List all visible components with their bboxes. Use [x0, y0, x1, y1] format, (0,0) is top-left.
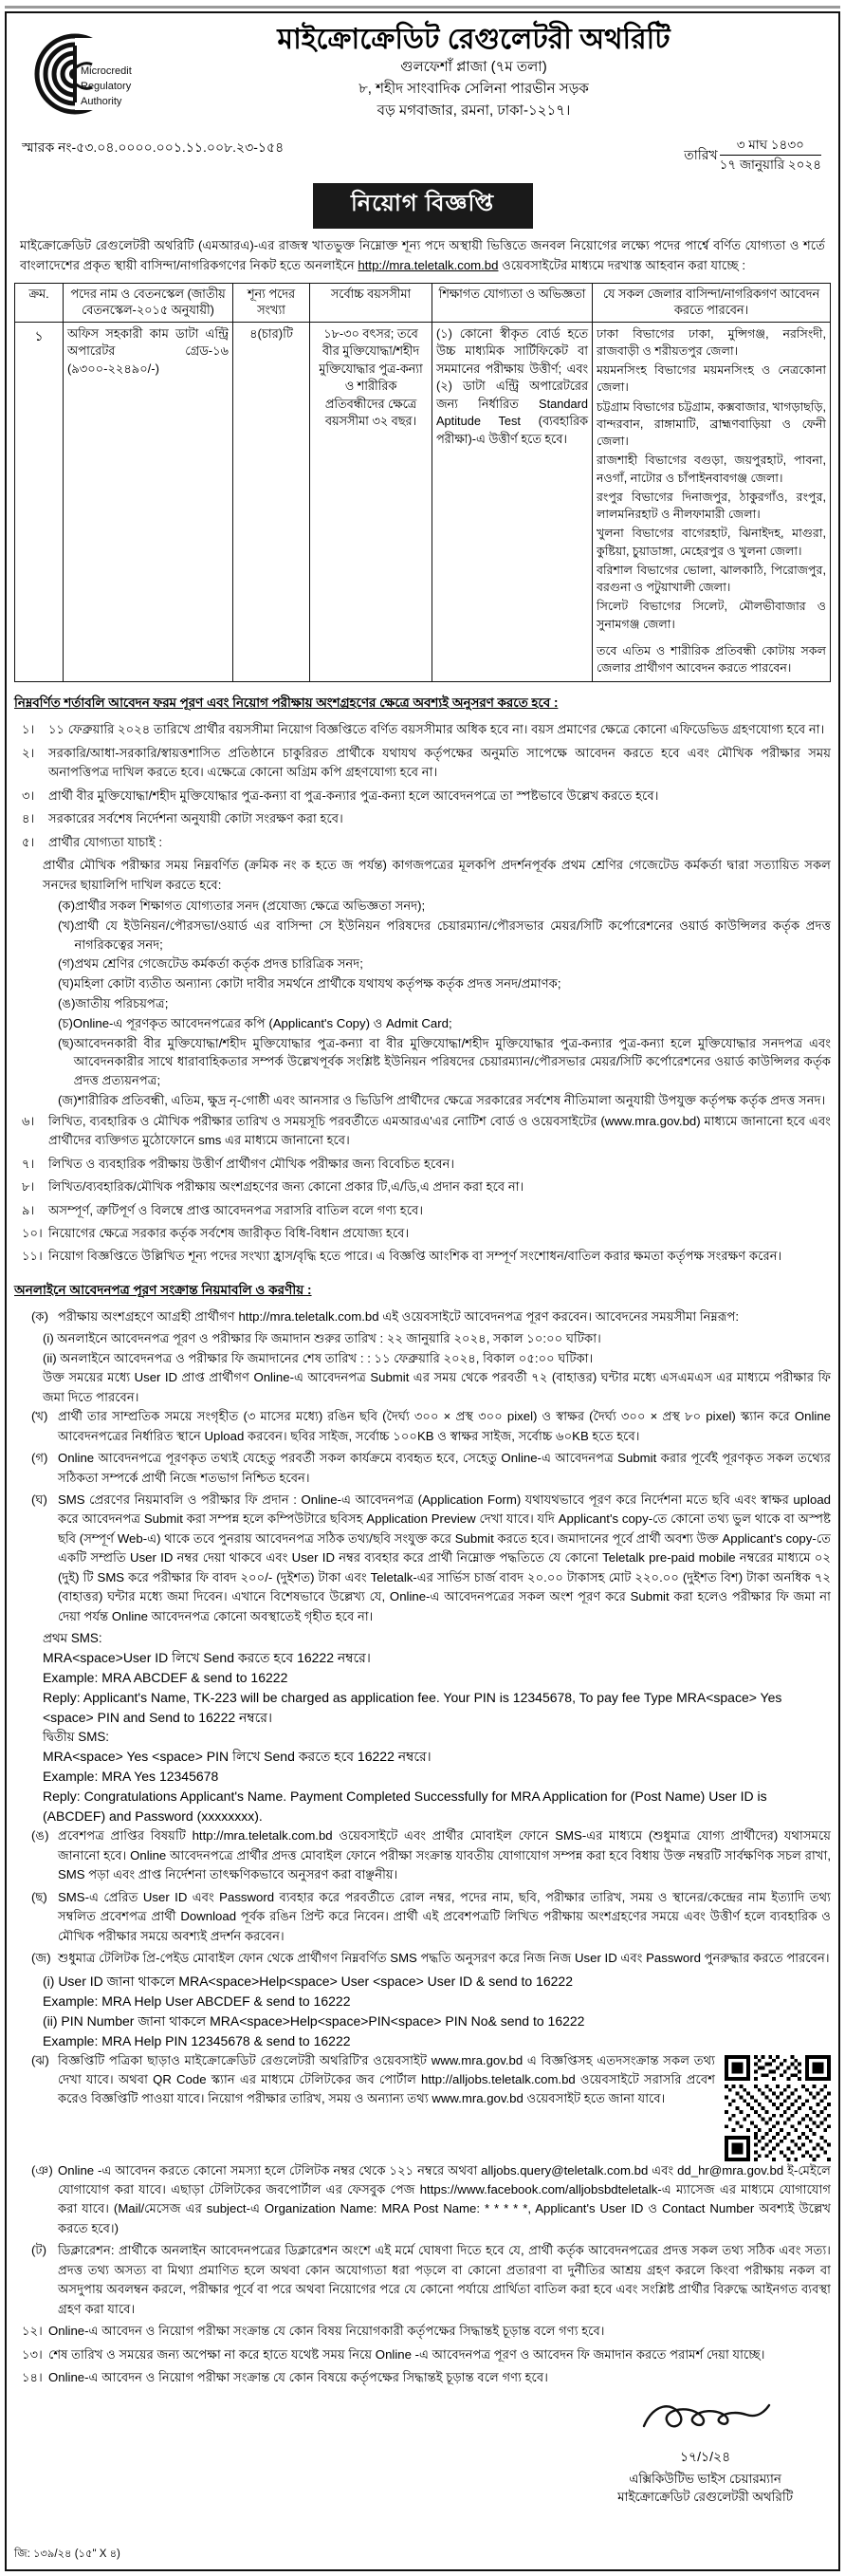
condition-number: ১১।: [22, 1249, 43, 1264]
sms-second-label: দ্বিতীয় SMS:: [43, 1730, 110, 1745]
condition-text: নিয়োগের ক্ষেত্রে সরকার কর্তৃক সর্বশেষ জারীকৃত বিধি-বিধান প্রযোজ্য হবে।: [48, 1226, 410, 1240]
sublist-label: (গ): [58, 956, 75, 972]
teletalk-url-link[interactable]: http://mra.teletalk.com.bd: [238, 1308, 379, 1324]
condition-number: ১২।: [22, 2324, 43, 2339]
conditions-heading: নিম্নবর্ণিত শর্তাবলি আবেদন ফরম পূরণ এবং নিয়োগ পরীক্ষায় অংশগ্রহণের ক্ষেত্রে অবশ্যই অনুসরণ করতে হবে :: [14, 695, 559, 711]
page-title: নিয়োগ বিজ্ঞপ্তি: [313, 183, 533, 229]
address-line-3: বড় মগবাজার, রমনা, ঢাকা-১২১৭।: [377, 102, 571, 119]
condition-item: [14, 833, 831, 852]
sublist-item: [14, 1014, 831, 1033]
application-fee-window-note: উক্ত সময়ের মধ্যে User ID প্রাপ্ত প্রার্থীগণ Online-এ আবেদনপত্র Submit এর সময় থেকে পরবর্তী ৭২ (বাহাত্তর) ঘন্টার মধ্যে এসএমএস এর মাধ্যমে পরীক্ষার ফি জমা দিতে পারবেন।: [43, 1370, 831, 1404]
mra-website-link[interactable]: (www.mra.gov.bd): [600, 1113, 701, 1128]
condition-item: [14, 720, 831, 739]
mra-logo-icon: [31, 32, 145, 123]
condition-text: Online-এ আবেদন ও নিয়োগ পরীক্ষা সংক্রান্ত যে কোন বিষয় নিয়োগকারী কর্তৃপক্ষের সিদ্ধান্তই চূড়ান্ত বলে গণ্য হবে।: [48, 2324, 605, 2339]
sublist-label: (ক): [58, 898, 76, 913]
top-rule: [5, 6, 840, 9]
cell-serial: ১: [15, 322, 64, 682]
sms-second-example: Example: MRA Yes 12345678: [43, 1769, 219, 1785]
district-line: সিলেট বিভাগের সিলেট, মৌলভীবাজার ও সুনামগঞ্জ জেলা।: [597, 600, 826, 631]
online-label: (ছ): [31, 1889, 47, 1904]
online-item-ja: [14, 1949, 831, 1968]
online-item-ka: [14, 1307, 831, 1326]
sublist-text: Online-এ পূরণকৃত আবেদনপত্রের কপি (Applicant's Copy) ও Admit Card;: [72, 1015, 452, 1030]
date-english: ১৭ জানুয়ারি ২০২৪: [719, 158, 821, 173]
intro-paragraph: [14, 234, 831, 275]
admit-text-before: প্রবেশপত্র প্রাপ্তির বিষয়টি: [58, 1828, 186, 1844]
condition-item: [14, 1201, 831, 1220]
signature-block: [14, 2394, 831, 2507]
condition-item: [14, 2345, 831, 2364]
sublist-item: [14, 897, 831, 916]
online-item-ga: [14, 1449, 831, 1488]
sublist-label: (ছ): [58, 1035, 74, 1050]
sublist-label: (জ): [58, 1092, 78, 1107]
recover-userid-example: Example: MRA Help User ABCDEF & send to 16222: [43, 1992, 351, 2009]
support-contact-note: Online -এ আবেদন করতে কোনো সমস্যা হলে টেলিটক নম্বর থেকে ১২১ নম্বরে অথবা alljobs.query@teletalk.com.bd এবং dd_hr@mra.gov.bd ই-মেইলে যোগাযোগ করা যাবে। এছাড়া টেলিটকের জবপোর্টাল এর ফেসবুক পেজ https://www.facebook.com/alljobsbdteletalk-এ ম্যাসেজ এর মাধ্যমে যোগাযোগ করা যাবে। (Mail/মেসেজ এর subject-এ Organization Name: MRA Post Name: * * * * *, Applicant's User ID ও Contact Number অবশ্যই উল্লেখ করতে হবে।): [58, 2162, 831, 2235]
online-item-jha: [14, 2051, 715, 2109]
sublist-text: প্রার্থীর সকল শিক্ষাগত যোগ্যতার সনদ (প্রযোজ্য ক্ষেত্রে অভিজ্ঞতা সনদ);: [75, 898, 426, 913]
condition-text: সরকারি/আধা-সরকারি/স্বায়ত্তশাসিত প্রতিষ্ঠানে চাকুরিরত প্রার্থীকে যথাযথ কর্তৃপক্ষের অনুমতি সাপেক্ষে আবেদন করতে হবে এবং মৌখিক পরীক্ষার সময় অনাপত্তিপত্র দাখিল করতে হবে। এক্ষেত্রে কোনো অগ্রিম কপি গ্রহণযোগ্য হবে না।: [48, 745, 831, 780]
district-line: রংপুর বিভাগের দিনাজপুর, ঠাকুরগাঁও, রংপুর, লালমনিরহাট ও নীলফামারী জেলা।: [597, 490, 826, 522]
signature-icon: [617, 2394, 793, 2453]
online-label: (খ): [31, 1409, 48, 1424]
district-line: খুলনা বিভাগের বাগেরহাট, ঝিনাইদহ, মাগুরা, কুষ্টিয়া, চুয়াডাঙ্গা, মেহেরপুর ও খুলনা জেলা।: [597, 527, 826, 558]
cell-age-limit: ১৮-৩০ বৎসর; তবে বীর মুক্তিযোদ্ধা/শহীদ মুক্তিযোদ্ধার পুত্র-কন্যা ও শারীরিক প্রতিবন্ধীদের ক্ষেত্রে বয়সসীমা ৩২ বছর।: [310, 322, 432, 682]
col-header-serial: ক্রম.: [15, 284, 64, 322]
condition-text: নিয়োগ বিজ্ঞপ্তিতে উল্লিখিত শূন্য পদের সংখ্যা হ্রাস/বৃদ্ধি হতে পারে। এ বিজ্ঞপ্তি আংশিক বা সম্পূর্ণ সংশোধন/বাতিল করার ক্ষমতা কর্তৃপক্ষ সংরক্ষণ করেন।: [48, 1249, 782, 1264]
condition-text: প্রার্থী বীর মুক্তিযোদ্ধা/শহীদ মুক্তিযোদ্ধার পুত্র-কন্যা বা পুত্র-কন্যার পুত্র-কন্যা হলে আবেদনপত্রে তা স্পষ্টভাবে উল্লেখ করতে হবে।: [48, 788, 659, 803]
condition-item: [14, 809, 831, 828]
qr-website-note: বিজ্ঞপ্তিটি পত্রিকা ছাড়াও মাইক্রোক্রেডিট রেগুলেটরী অথরিটি'র ওয়েবসাইট www.mra.gov.bd এ বিজ্ঞপ্তিসহ এতদসংক্রান্ত সকল তথ্য দেখা যাবে। অথবা QR Code স্ক্যান এর মাধ্যমে টেলিটকের জব পোর্টাল http://alljobs.teletalk.com.bd ওয়েবসাইটে সরাসরি প্রবেশ করেও বিজ্ঞপ্তিটি পাওয়া যাবে। নিয়োগ পরীক্ষার তারিখ, সময় ও অন্যান্য তথ্য www.mra.gov.bd ওয়েবসাইট হতে জানা যাবে।: [58, 2052, 715, 2106]
col-header-post: পদের নাম ও বেতনস্কেল (জাতীয় বেতনস্কেল-২০১৫ অনুযায়ী): [64, 284, 233, 322]
online-text-before: পরীক্ষায় অংশগ্রহণে আগ্রহী প্রার্থীগণ: [58, 1308, 235, 1324]
condition-number: ১।: [22, 722, 35, 737]
condition-item: [14, 1177, 831, 1196]
footer-publication-code: জি: ১৩৯/২৪ (১৫" X ৪): [14, 2548, 120, 2560]
online-label: (ঞ): [31, 2162, 53, 2178]
condition-item: [14, 1247, 831, 1266]
cell-education: (১) কোনো স্বীকৃত বোর্ড হতে উচ্চ মাধ্যমিক সার্টিফিকেট বা সমমানের পরীক্ষায় উত্তীর্ণ; এবং (২) ডাটা এন্ট্রি অপারেটরের জন্য নির্ধারিত Standard Aptitude Test (ব্যবহারিক পরীক্ষা)-এ উত্তীর্ণ হতে হবে।: [432, 322, 593, 682]
document-sublist: [14, 897, 831, 1110]
condition-number: ৬।: [22, 1113, 35, 1128]
sublist-text: প্রথম শ্রেণির গেজেটেড কর্মকর্তা কর্তৃক প্রদত্ত চারিত্রিক সনদ;: [74, 956, 363, 972]
sublist-text: মহিলা কোটা ব্যতীত অন্যান্য কোটা দাবীর সমর্থনে প্রার্থীকে যথাযথ কর্তৃপক্ষ কর্তৃক প্রদত্ত সনদ/প্রমাণক;: [73, 976, 561, 991]
job-table: [14, 283, 831, 682]
district-line: রাজশাহী বিভাগের বগুড়া, জয়পুরহাট, পাবনা, নওগাঁ, নাটোর ও চাঁপাইনবাবগঞ্জ জেলা।: [597, 454, 826, 485]
admit-card-note: [58, 1826, 831, 1884]
online-rules-list-3: [14, 1826, 831, 1968]
condition-text: অসম্পূর্ণ, ত্রুটিপূর্ণ ও বিলম্বে প্রাপ্ত আবেদনপত্র সরাসরি বাতিল বলে গণ্য হবে।: [48, 1202, 424, 1217]
online-item-kha: [14, 1407, 831, 1446]
condition-item: [14, 1224, 831, 1243]
document-header: [14, 19, 831, 123]
sublist-text: আবেদনকারী বীর মুক্তিযোদ্ধা/শহীদ মুক্তিযোদ্ধার পুত্র-কন্যা বা বীর মুক্তিযোদ্ধা/শহীদ মুক্তিযোদ্ধার পুত্র-কন্যার পুত্র-কন্যা হলে মুক্তিযোদ্ধার সনদপত্র এবং আবেদনকারীর সাথে ধারাবাহিকতার সম্পর্ক উল্লেখপূর্বক সংশ্লিষ্ট ইউনিয়ন পরিষদের চেয়ারম্যান/পৌরসভার মেয়র/সিটি কর্পোরেশনের ওয়ার্ড কাউন্সিলর কর্তৃক প্রদত্ত প্রত্যয়নপত্র;: [73, 1035, 831, 1088]
online-text-after: এই ওয়েবসাইটে আবেদনপত্র পূরণ করবেন। আবেদনের সময়সীমা নিম্নরূপ:: [382, 1308, 740, 1324]
online-label: (ঘ): [31, 1492, 47, 1507]
condition-number: ৭।: [22, 1156, 35, 1171]
online-rules-list-2: [14, 1407, 831, 1626]
table-header-row: [15, 284, 831, 322]
condition-text-after: মাধ্যমে জানানো হবে এবং প্রার্থীদের ব্যক্তিগত মুঠোফোনে sms এর মাধ্যমে জানানো হবে।: [48, 1113, 831, 1148]
application-start-date: (i) অনলাইনে আবেদনপত্র পূরণ ও পরীক্ষার ফি জমাদান শুরুর তারিখ : ২২ জানুয়ারি ২০২৪, সকাল ১০:০০ ঘটিকা।: [43, 1331, 601, 1346]
condition-number: ৩।: [22, 788, 35, 803]
conditions-list: [14, 720, 831, 852]
sublist-item: [14, 917, 831, 954]
condition-item: [14, 1155, 831, 1174]
district-line: ময়মনসিংহ বিভাগের ময়মনসিংহ ও নেত্রকোনা জেলা।: [597, 363, 826, 395]
sms-second-format: MRA<space> Yes <space> PIN লিখে Send করতে হবে 16222 নম্বরে।: [43, 1749, 432, 1765]
condition-number: ১৪।: [22, 2370, 43, 2385]
date-block: [684, 137, 821, 174]
application-end-date: (ii) অনলাইনে আবেদনপত্র ও পরীক্ষার ফি জমাদানের শেষ তারিখ : : ১১ ফেব্রুয়ারি ২০২৪, বিকাল ০৫:০০ ঘটিকা।: [43, 1350, 594, 1365]
online-item-yan: [14, 2161, 831, 2239]
sublist-text: শারীরিক প্রতিবন্ধী, এতিম, ক্ষুদ্র নৃ-গোষ্ঠী এবং আনসার ও ভিডিপি প্রার্থীদের ক্ষেত্রে সরকারের সর্বশেষ নীতিমালা অনুযায়ী উপযুক্ত কর্তৃপক্ষ কর্তৃক প্রদত্ত সনদ।: [77, 1092, 826, 1107]
sms-first-reply: Reply: Applicant's Name, TK-223 will be charged as application fee. Your PIN is 12345678, To pay fee Type MRA<space> Yes <space> PIN and Send to 16222 নম্বরে।: [43, 1690, 782, 1726]
declaration-note: ডিক্লারেশন: প্রার্থীকে অনলাইন আবেদনপত্রের ডিক্লারেশন অংশে এই মর্মে ঘোষণা দিতে হবে যে, প্রার্থী কর্তৃক আবেদনপত্রের প্রদত্ত সকল তথ্য সঠিক এবং সত্য। প্রদত্ত তথ্য অসত্য বা মিথ্যা প্রমাণিত হলে অথবা কোন অযোগ্যতা ধরা পড়লে বা কোনো প্রতারণা বা দুর্নীতির আশ্রয় গ্রহণ করলে কিংবা পরীক্ষায় নকল বা অসদুপায় অবলম্বন করলে, পরীক্ষার পূর্বে বা পরে অথবা নিয়োগের পরে যে কোনো পর্যায়ে প্রার্থিতা বাতিল করা হবে এবং সংশ্লিষ্ট প্রার্থীর বিরুদ্ধে আইনগত ব্যবস্থা গ্রহণ করা যাবে।: [58, 2243, 831, 2316]
signature-date: ১৭/১/২৪: [679, 2448, 731, 2464]
online-label: (গ): [31, 1451, 48, 1466]
table-row: [15, 322, 831, 682]
condition-text: শেষ তারিখ ও সময়ের জন্য অপেক্ষা না করে হাতে যথেষ্ট সময় নিয়ে Online -এ আবেদনপত্র পূরণ ও আবেদন ফি জমাদান করতে পরামর্শ দেয়া যাচ্ছে।: [48, 2346, 765, 2362]
online-section-heading: অনলাইনে আবেদনপত্র পূরণ সংক্রান্ত নিয়মাবলি ও করণীয় :: [14, 1282, 312, 1297]
qr-text-block: [14, 2051, 715, 2112]
condition-text: সরকারের সর্বশেষ নির্দেশনা অনুযায়ী কোটা সংরক্ষণ করা হবে।: [48, 811, 343, 826]
online-label: (ঙ): [31, 1828, 49, 1844]
verification-note: প্রার্থীর মৌখিক পরীক্ষার সময় নিম্নবর্ণিত (ক্রমিক নং ক হতে জ পর্যন্ত) কাগজপত্রের মূলকপি প্রদর্শনপূর্বক প্রথম শ্রেণির গেজেটেড কর্মকর্তা দ্বারা সত্যায়িত সকল সনদের ছায়ালিপি দাখিল করতে হবে:: [43, 858, 831, 892]
recover-pin-example: Example: MRA Help PIN 12345678 & send to 16222: [43, 2032, 351, 2048]
online-item-cha: [14, 1888, 831, 1946]
online-label: (ক): [31, 1308, 49, 1324]
sms-second-reply: Reply: Congratulations Applicant's Name. Payment Completed Successfully for MRA Application for (Post Name) User ID is (ABCDEF) and Password (xxxxxxxx).: [43, 1788, 767, 1825]
condition-number: ১০।: [22, 1226, 43, 1240]
district-line: বরিশাল বিভাগের ভোলা, ঝালকাঠি, পিরোজপুর, বরগুনা ও পটুয়াখালী জেলা।: [597, 563, 826, 595]
online-rules-list-4: [14, 2051, 715, 2109]
sublist-item: [14, 994, 831, 1013]
online-item-ta: [14, 2241, 831, 2319]
col-header-vacancy: শূন্য পদের সংখ্যা: [233, 284, 310, 322]
sms-first-example: Example: MRA ABCDEF & send to 16222: [43, 1670, 288, 1686]
address-line-1: গুলফেশাঁ প্লাজা (৭ম তলা): [400, 59, 547, 76]
form-accuracy-note: Online আবেদনপত্রে পূরণকৃত তথ্যই যেহেতু পরবর্তী সকল কার্যক্রমে ব্যবহৃত হবে, সেহেতু Online-এ আবেদনপত্র Submit করার পূর্বেই পূরণকৃত সকল তথ্যের সঠিকতা সম্পর্কে প্রার্থী নিজে শতভাগ নিশ্চিত হবেন।: [58, 1451, 831, 1485]
cell-post-name: অফিস সহকারী কাম ডাটা এন্ট্রি অপারেটর গ্রেড-১৬ (৯৩০০-২২৪৯০/-): [64, 322, 233, 682]
qr-section: [14, 2051, 831, 2161]
district-line: চট্টগ্রাম বিভাগের চট্টগ্রাম, কক্সবাজার, খাগড়াছড়ি, বান্দরবান, রাঙ্গামাটি, ব্রাহ্মণবাড়িয়া ও ফেনী জেলা।: [597, 399, 826, 449]
final-conditions-list: [14, 2322, 831, 2387]
online-label: (ট): [31, 2243, 46, 2258]
sublist-item: [14, 974, 831, 993]
online-item-uma: [14, 1826, 831, 1884]
condition-item: [14, 787, 831, 806]
sublist-text: প্রার্থী যে ইউনিয়ন/পৌরসভা/ওয়ার্ড এর বাসিন্দা সে ইউনিয়ন পরিষদের চেয়ারম্যান/পৌরসভার মেয়র/সিটি কর্পোরেশনের ওয়ার্ড কাউন্সিলর কর্তৃক প্রদত্ত নাগরিকত্বের সনদ;: [74, 917, 831, 952]
condition-text: লিখিত/ব্যবহারিক/মৌখিক পরীক্ষায় অংশগ্রহণের জন্য কোনো প্রকার টি,এ/ডি,এ প্রদান করা হবে না।: [48, 1179, 524, 1195]
header-text-block: [174, 23, 831, 121]
col-header-education: শিক্ষাগত যোগ্যতা ও অভিজ্ঞতা: [432, 284, 593, 322]
condition-text: লিখিত ও ব্যবহারিক পরীক্ষায় উত্তীর্ণ প্রার্থীগণ মৌখিক পরীক্ষার জন্য বিবেচিত হবেন।: [48, 1156, 455, 1171]
condition-number: ৪।: [22, 811, 35, 826]
col-header-districts: যে সকল জেলার বাসিন্দা/নাগরিকগণ আবেদন করতে পারবেন।: [593, 284, 831, 322]
signatory-designation: এক্সিকিউটিভ ভাইস চেয়ারম্যান: [629, 2471, 781, 2486]
intro-text-1: মাইক্রোক্রেডিট রেগুলেটরী অথরিটি (এমআরএ)-এর রাজস্ব খাতভুক্ত নিম্নোক্ত শূন্য পদে অস্থায়ী ভিত্তিতে জনবল নিয়োগের লক্ষ্যে পদের পার্শ্বে বর্ণিত যোগ্যতা ও শর্তে বাংলাদেশের প্রকৃত স্থায়ী বাসিন্দা/নাগরিকগণের নিকট হতে অনলাইনে: [20, 238, 825, 272]
teletalk-url-link-2[interactable]: http://mra.teletalk.com.bd: [192, 1828, 333, 1844]
svg-text:Regulatory: Regulatory: [81, 81, 132, 92]
condition-text: [48, 1112, 831, 1151]
condition-number: ২।: [22, 745, 35, 760]
recover-pin-format: (ii) PIN Number জানা থাকলে MRA<space>Help<space>PIN<space> PIN No& send to 16222: [43, 2012, 585, 2029]
condition-item: [14, 2322, 831, 2341]
condition-number: ৯।: [22, 1202, 35, 1217]
conditions-list-continued: [14, 1112, 831, 1267]
district-line: ঢাকা বিভাগের ঢাকা, মুন্সিগঞ্জ, নরসিংদী, রাজবাড়ী ও শরীয়তপুর জেলা।: [597, 326, 826, 358]
sublist-item: [14, 1034, 831, 1090]
password-recovery-note: শুধুমাত্র টেলিটক প্রি-পেইড মোবাইল ফোন থেকে প্রার্থীগণ নিম্নবর্ণিত SMS পদ্ধতি অনুসরণ করে নিজ নিজ User ID এবং Password পুনরুদ্ধার করতে পারবেন।: [58, 1951, 830, 1966]
online-rules-list: [14, 1307, 831, 1326]
cell-vacancy-count: ৪(চার)টি: [233, 322, 310, 682]
condition-number: ৫।: [22, 834, 35, 849]
condition-item: [14, 744, 831, 783]
memo-number: স্মারক নং-৫৩.০৪.০০০০.০০১.১১.০০৮.২৩-১৫৪: [22, 139, 285, 155]
online-rules-list-5: [14, 2161, 831, 2320]
date-label: তারিখ: [684, 146, 718, 162]
address-line-2: ৮, শহীদ সাংবাদিক সেলিনা পারভীন সড়ক: [358, 81, 589, 98]
online-label: (জ): [31, 1951, 51, 1966]
condition-text: প্রার্থীর যোগ্যতা যাচাই :: [48, 834, 163, 849]
condition-text: Online-এ আবেদন ও নিয়োগ পরীক্ষা সংক্রান্ত যে কোন বিষয়ে কর্তৃপক্ষের সিদ্ধান্তই চূড়ান্ত বলে গণ্য হবে।: [48, 2370, 548, 2385]
sublist-label: (ঘ): [58, 976, 74, 991]
date-bangla: ৩ মাঘ ১৪৩০: [720, 137, 821, 156]
signatory-organization: মাইক্রোক্রেডিট রেগুলেটরী অথরিটি: [617, 2490, 793, 2505]
condition-text-before: লিখিত, ব্যবহারিক ও মৌখিক পরীক্ষার তারিখ ও সময়সূচি পরবর্তীতে এমআরএ'এর নোটিশ বোর্ড ও ওয়েবসাইটের: [48, 1113, 597, 1128]
sublist-item: [14, 1091, 831, 1110]
col-header-age: সর্বোচ্চ বয়সসীমা: [310, 284, 432, 322]
qr-code-icon[interactable]: [725, 2055, 831, 2161]
intro-text-2: ওয়েবসাইটের মাধ্যমে দরখাস্ত আহবান করা যাচ্ছে :: [502, 257, 746, 272]
memo-row: [14, 137, 831, 174]
page-frame: [5, 11, 840, 2571]
logo-container: [14, 23, 174, 123]
sublist-label: (খ): [58, 917, 75, 933]
online-label: (ঝ): [31, 2052, 49, 2067]
sms-fee-payment-note: SMS প্রেরণের নিয়মাবলি ও পরীক্ষার ফি প্রদান : Online-এ আবেদনপত্র (Application Form) যথাযথভাবে পূরণ করে নির্দেশনা মতে ছবি এবং স্বাক্ষর upload করে আবেদনপত্র Submit করা সম্পন্ন হলে কম্পিউটারে ছবিসহ Application Preview দেখা যাবে। যদি Applicant's copy-তে কোনো তথ্য ভুল থাকে বা অস্পষ্ট ছবি (সম্পূর্ণ Web-এ) থাকে তবে পুনরায় আবেদনপত্র সঠিক তথ্য/ছবি সংযুক্ত করে Submit করতে হবে। জমাদানের পূর্বে প্রার্থী অবশ্য উক্ত Applicant's copy-তে একটি সম্প্রতি User ID নম্বর দেয়া থাকবে এবং User ID নম্বর ব্যবহার করে প্রার্থী নিম্নোক্ত পদ্ধতিতে যে কোনো Teletalk pre-paid mobile নম্বরের মাধ্যমে ০২ (দুই) টি SMS করে পরীক্ষার ফি বাবদ ২০০/- (দুইশত) টাকা এবং Teletalk-এর সার্ভিস চার্জ বাবদ ২০.০০ টাকাসহ মোট ২২০.০০ (দুইশত বিশ) টাকা অনধিক ৭২ (বাহাত্তর) ঘন্টার মধ্যে জমা দিবেন। এখানে বিশেষভাবে উল্লেখ্য যে, Online-এ আবেদনপত্রের সকল অংশ পূরণ করে Submit করা হলেও পরীক্ষার ফি জমা না দেয়া পর্যন্ত Online আবেদনপত্র কোনো অবস্থাতেই গৃহীত হবে না।: [58, 1492, 831, 1623]
online-item-gha: [14, 1491, 831, 1626]
cell-districts: [593, 322, 831, 682]
condition-number: ৮।: [22, 1179, 35, 1195]
application-url-link[interactable]: http://mra.teletalk.com.bd: [358, 257, 499, 272]
sublist-item: [14, 954, 831, 973]
svg-text:Authority: Authority: [81, 96, 122, 107]
condition-number: ১৩।: [22, 2346, 43, 2362]
organization-name: মাইক্রোক্রেডিট রেগুলেটরী অথরিটি: [277, 24, 670, 55]
admit-text-after: ওয়েবসাইটে এবং প্রার্থীর মোবাইল ফোনে SMS-এর মাধ্যমে (শুধুমাত্র যোগ্য প্রার্থীদের) যথাসময়ে জানানো হবে। Online আবেদনপত্রে প্রার্থীর প্রদত্ত মোবাইল ফোনে পরীক্ষা সংক্রান্ত যাবতীয় যোগাযোগ সম্পন্ন করা হবে বিধায় উক্ত নম্বরটি সার্বক্ষণিক সচল রাখা, SMS পড়া এবং প্রাপ্ত নির্দেশনা তাৎক্ষণিকভাবে অনুসরণ করা বাঞ্ছনীয়।: [58, 1828, 831, 1882]
online-text: [58, 1307, 831, 1326]
sms-first-label: প্রথম SMS:: [43, 1631, 102, 1646]
sms-first-format: MRA<space>User ID লিখে Send করতে হবে 16222 নম্বরে।: [43, 1650, 371, 1666]
sublist-text: জাতীয় পরিচয়পত্র;: [75, 995, 169, 1010]
admit-download-note: SMS-এ প্রেরিত User ID এবং Password ব্যবহার করে পরবর্তীতে রোল নম্বর, পদের নাম, ছবি, পরীক্ষার তারিখ, সময় ও স্থানের/কেন্দ্রের নাম ইত্যাদি তথ্য সম্বলিত প্রবেশপত্র প্রার্থী Download পূর্বক রঙিন প্রিন্ট করে নিবেন। প্রার্থী এই প্রবেশপত্রটি লিখিত পরীক্ষায় অংশগ্রহণের সময়ে এবং উত্তীর্ণ হলে ব্যবহারিক ও মৌখিক পরীক্ষার সময়ে অবশ্যই প্রদর্শন করবেন।: [58, 1889, 831, 1943]
condition-item: [14, 1112, 831, 1151]
condition-item: [14, 2368, 831, 2387]
sublist-label: (ঙ): [58, 995, 76, 1010]
recover-userid-format: (i) User ID জানা থাকলে MRA<space>Help<space> User <space> User ID & send to 16222: [43, 1973, 573, 1989]
districts-quota-note: তবে এতিম ও শারীরিক প্রতিবন্ধী কোটায় সকল জেলার প্রার্থীগণ আবেদন করতে পারবেন।: [597, 643, 826, 676]
sublist-label: (চ): [58, 1015, 73, 1030]
condition-text: ১১ ফেব্রুয়ারি ২০২৪ তারিখে প্রার্থীর বয়সসীমা নিয়োগ বিজ্ঞপ্তিতে বর্ণিত বয়সসীমার অধিক হবে না। বয়স প্রমাণের ক্ষেত্রে কোনো এফিডেভিড গ্রহণযোগ্য হবে না।: [48, 722, 825, 737]
photo-signature-spec: প্রার্থী তার সাম্প্রতিক সময়ে সংগৃহীত (৩ মাসের মধ্যে) রঙিন ছবি (দৈর্ঘ্য ৩০০ × প্রস্থ ৩০০ pixel) ও স্বাক্ষর (দৈর্ঘ্য ৩০০ × প্রস্থ ৮০ pixel) স্ক্যান করে Online আবেদনপত্রের নির্ধারিত স্থানে Upload করবেন। ছবির সাইজ, সর্বোচ্চ ১০০KB ও স্বাক্ষর সাইজ, সর্বোচ্চ ৬০KB হতে হবে।: [58, 1409, 831, 1443]
svg-text:Microcredit: Microcredit: [81, 65, 132, 77]
